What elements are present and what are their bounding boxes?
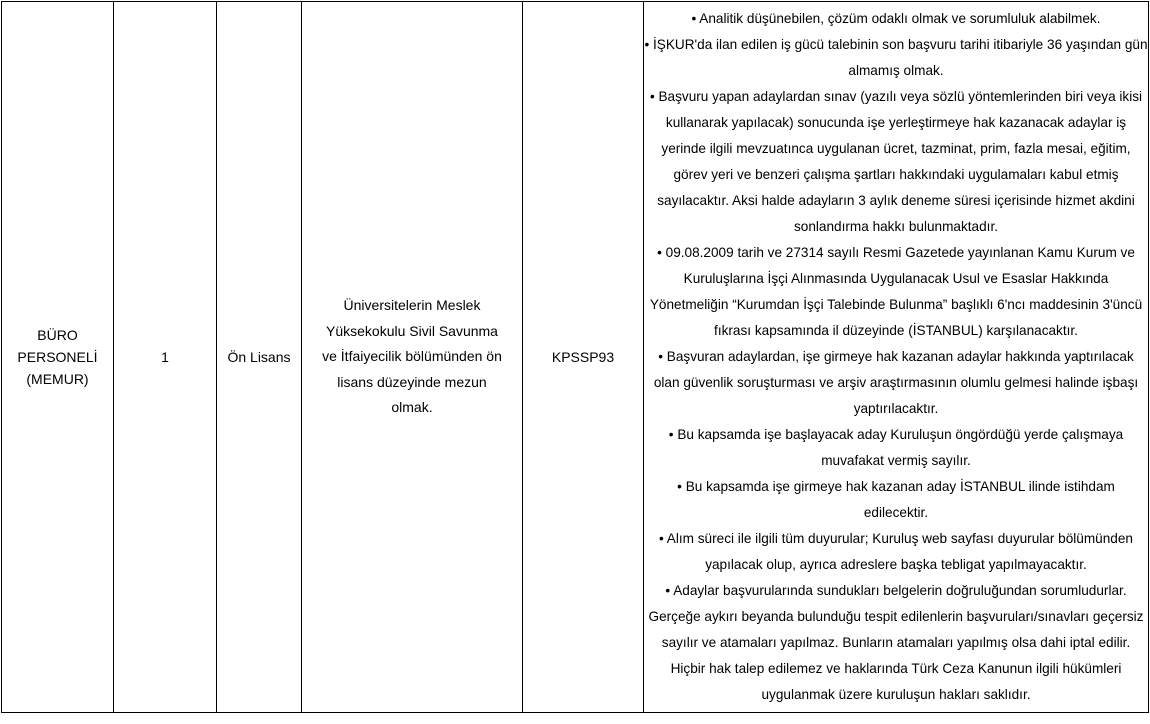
qualification-cell xyxy=(302,2,523,713)
bullet-icon: • xyxy=(657,245,662,260)
list-item xyxy=(644,526,1148,578)
count-cell xyxy=(114,2,217,713)
condition-text: Bu kapsamda işe girmeye hak kazanan aday İSTANBUL ilinde istihdam edilecektir. xyxy=(685,479,1115,520)
conditions-cell xyxy=(644,2,1149,713)
condition-text: Adaylar başvurularında sundukları belgelerin doğruluğundan sorumludurlar. Gerçeğe aykırı beyanda bulunduğu tespit edilenlerin başvuruları/sınavları geçersiz sayılır ve atamaları yapılmaz. Bunların atamaları yapılmış olsa dahi iptal edilir. Hiçbir hak talep edilemez ve haklarında Türk Ceza Kanunun ilgili hükümleri uygulanmak üzere kuruluşun hakları saklıdır. xyxy=(648,583,1144,702)
list-item xyxy=(644,6,1148,32)
bullet-icon: • xyxy=(644,37,650,52)
position-title-cell xyxy=(2,2,114,713)
bullet-icon: • xyxy=(649,89,655,104)
condition-text: Analitik düşünebilen, çözüm odaklı olmak ve sorumluluk alabilmek. xyxy=(699,11,1101,26)
condition-text: İŞKUR'da ilan edilen iş gücü talebinin son başvuru tarihi itibariyle 36 yaşından gün almamış olmak. xyxy=(653,37,1148,78)
list-item xyxy=(644,422,1148,474)
job-posting-table xyxy=(1,1,1149,713)
condition-text: Başvuran adaylardan, işe girmeye hak kazanan adaylar hakkında yaptırılacak olan güvenlik soruşturması ve arşiv araştırmasının olumlu gelmesi halinde işbaşı yaptırılacaktır. xyxy=(653,349,1139,416)
exam-score-cell xyxy=(523,2,644,713)
list-item xyxy=(644,32,1148,84)
list-item xyxy=(644,578,1148,708)
qualification-text: Üniversitelerin Meslek Yüksekokulu Sivil Savunma ve İtfaiyecilik bölümünden ön lisans düzeyinde mezun olmak. xyxy=(322,297,502,416)
condition-text: Başvuru yapan adaylardan sınav (yazılı veya sözlü yöntemlerinden biri veya ikisi kullanarak yapılacak) sonucunda işe yerleştirmeye hak kazanacak adaylar iş yerinde ilgili mevzuatınca uygulanan ücret, tazminat, prim, fazla mesai, eğitim, görev yeri ve benzeri çalışma şartları hakkındaki uygulamaları kabul etmiş sayılacaktır. Aksi halde adayların 3 aylık deneme süresi içerisinde hizmet akdini sonlandırma hakkı bulunmaktadır. xyxy=(657,89,1143,234)
list-item xyxy=(644,474,1148,526)
condition-text: 09.08.2009 tarih ve 27314 sayılı Resmi Gazetede yayınlanan Kamu Kurum ve Kuruluşlarına İşçi Alınmasında Uygulanacak Usul ve Esaslar Hakkında Yönetmeliğin “Kurumdan İşçi Talebinde Bulunma” başlıklı 6'ncı maddesinin 3'üncü fıkrası kapsamında il düzeyinde (İSTANBUL) karşılanacaktır. xyxy=(649,245,1143,338)
bullet-icon: • xyxy=(659,531,664,546)
bullet-icon: • xyxy=(677,479,682,494)
list-item xyxy=(644,84,1148,240)
conditions-list xyxy=(644,6,1148,708)
condition-text: Alım süreci ile ilgili tüm duyurular; Kuruluş web sayfası duyurular bölümünden yapılacak olup, ayrıca adreslere başka tebligat yapılmayacaktır. xyxy=(666,531,1133,572)
exam-score-type: KPSSP93 xyxy=(551,349,615,365)
education-level: Ön Lisans xyxy=(227,349,291,365)
education-level-cell xyxy=(217,2,302,713)
position-count: 1 xyxy=(161,349,169,365)
bullet-icon: • xyxy=(668,427,674,442)
table-row xyxy=(2,2,1149,713)
list-item xyxy=(644,240,1148,344)
list-item xyxy=(644,344,1148,422)
condition-text: Bu kapsamda işe başlayacak aday Kuruluşun öngördüğü yerde çalışmaya muvafakat vermiş sayılır. xyxy=(677,427,1124,468)
bullet-icon: • xyxy=(658,349,663,364)
bullet-icon: • xyxy=(691,11,697,26)
bullet-icon: • xyxy=(665,583,671,598)
position-title: BÜRO PERSONELİ (MEMUR) xyxy=(17,327,98,387)
